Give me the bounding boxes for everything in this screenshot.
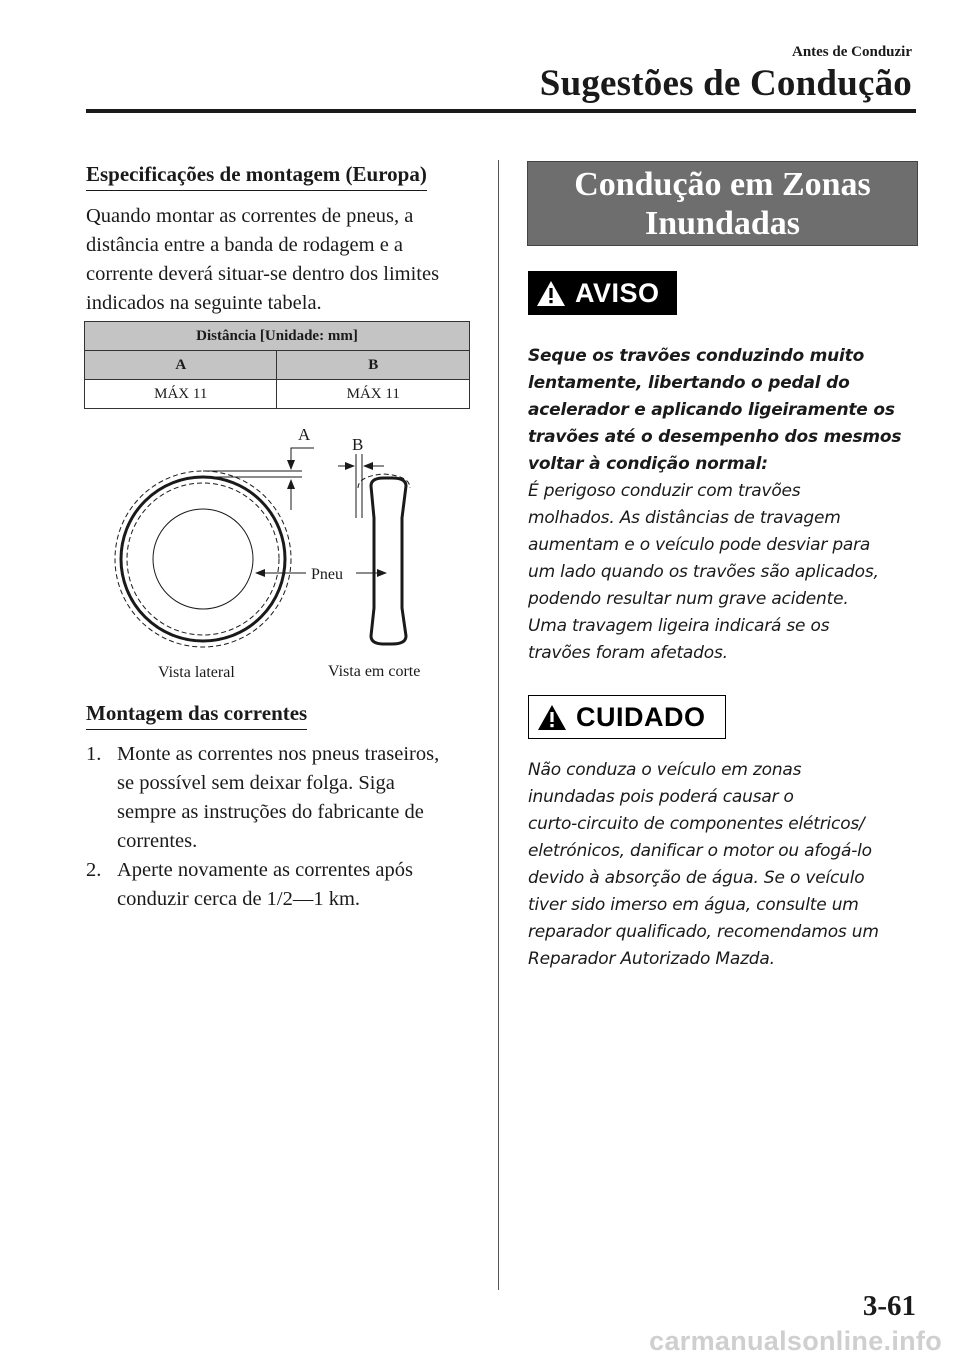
tyre-chain-diagram (86, 418, 472, 688)
list-item (86, 856, 486, 914)
caution-line: Reparador Autorizado Mazda. (528, 949, 775, 969)
spec-table (84, 321, 470, 409)
caution-line: devido à absorção de água. Se o veículo (528, 868, 865, 888)
caption-section-view: Vista em corte (328, 663, 421, 680)
warning-bold-line: acelerador e aplicando ligeiramente os (528, 400, 895, 420)
tyre-cross-section (358, 474, 410, 644)
step-line: correntes. (117, 830, 198, 852)
warning-line: É perigoso conduzir com travões (528, 481, 801, 501)
page-number: 3-61 (862, 1290, 916, 1322)
banner-line: Condução em Zonas (574, 165, 871, 203)
warning-bold-line: voltar à condição normal: (528, 454, 768, 474)
table-cell-a: MÁX 11 (85, 380, 277, 409)
warning-line: podendo resultar num grave acidente. (528, 589, 849, 609)
label-tyre: Pneu (311, 566, 343, 583)
mount-heading-wrap (86, 701, 307, 730)
intro-line: Quando montar as correntes de pneus, a (86, 205, 414, 227)
intro-line: indicados na seguinte tabela. (86, 292, 322, 314)
caution-line: Não conduza o veículo em zonas (528, 760, 802, 780)
step-line: se possível sem deixar folga. Siga (117, 772, 395, 794)
table-cell-b: MÁX 11 (277, 380, 470, 409)
step-line: conduzir cerca de 1/2―1 km. (117, 888, 361, 910)
spec-heading-wrap (86, 162, 427, 191)
caution-label: CUIDADO (576, 701, 706, 732)
side-view-wheel (115, 471, 291, 647)
warning-line: Uma travagem ligeira indicará se os (528, 616, 830, 636)
chapter-title: Sugestões de Condução (539, 63, 912, 104)
column-divider (498, 160, 499, 1290)
intro-paragraph (86, 202, 439, 318)
steps-list (86, 740, 486, 914)
caution-badge (528, 695, 726, 739)
caution-line: inundadas pois poderá causar o (528, 787, 794, 807)
warning-label: AVISO (575, 277, 660, 308)
column-a-header: A (85, 351, 277, 380)
caution-line: tiver sido imerso em água, consulte um (528, 895, 859, 915)
caution-text (528, 757, 879, 973)
warning-badge (528, 271, 677, 315)
step-line: sempre as instruções do fabricante de (117, 801, 424, 823)
label-b: B (352, 435, 364, 454)
flood-section-banner (527, 161, 918, 246)
mount-heading: Montagem das correntes (86, 701, 307, 730)
step-line: Aperte novamente as correntes após (117, 859, 413, 881)
step-line: Monte as correntes nos pneus traseiros, (117, 743, 440, 765)
table-header: Distância [Unidade: mm] (85, 322, 470, 351)
step-number: 2. (86, 859, 102, 881)
warning-line: travões foram afetados. (528, 643, 728, 663)
caution-line: reparador qualificado, recomendamos um (528, 922, 879, 942)
warning-line: aumentam e o veículo pode desviar para (528, 535, 871, 555)
section-title: Antes de Conduzir (791, 44, 912, 60)
warning-triangle-icon (536, 280, 566, 307)
caption-side-view: Vista lateral (158, 664, 235, 681)
steps-list-wrap (86, 740, 486, 914)
spec-table-wrap (84, 321, 470, 409)
warning-line: molhados. As distâncias de travagem (528, 508, 841, 528)
label-a: A (298, 425, 311, 444)
intro-line: distância entre a banda de rodagem e a (86, 234, 404, 256)
dimension-b-marker (338, 454, 384, 518)
banner-line: Inundadas (644, 204, 800, 242)
header-rule (86, 109, 916, 113)
warning-bold-line: Seque os travões conduzindo muito (528, 346, 865, 366)
caution-line: eletrónicos, danificar o motor ou afogá-lo (528, 841, 872, 861)
warning-bold-line: travões até o desempenho dos mesmos (528, 427, 902, 447)
warning-bold-line: lentamente, libertando o pedal do (528, 373, 850, 393)
column-b-header: B (277, 351, 470, 380)
step-number: 1. (86, 743, 102, 765)
watermark: carmanualsonline.info (649, 1326, 942, 1356)
caution-triangle-icon (537, 704, 567, 731)
warning-line: um lado quando os travões são aplicados, (528, 562, 879, 582)
intro-line: corrente deverá situar-se dentro dos limites (86, 263, 440, 285)
spec-heading: Especificações de montagem (Europa) (86, 162, 427, 191)
warning-text (528, 343, 901, 667)
list-item (86, 740, 486, 856)
caution-line: curto-circuito de componentes elétricos/ (528, 814, 865, 834)
